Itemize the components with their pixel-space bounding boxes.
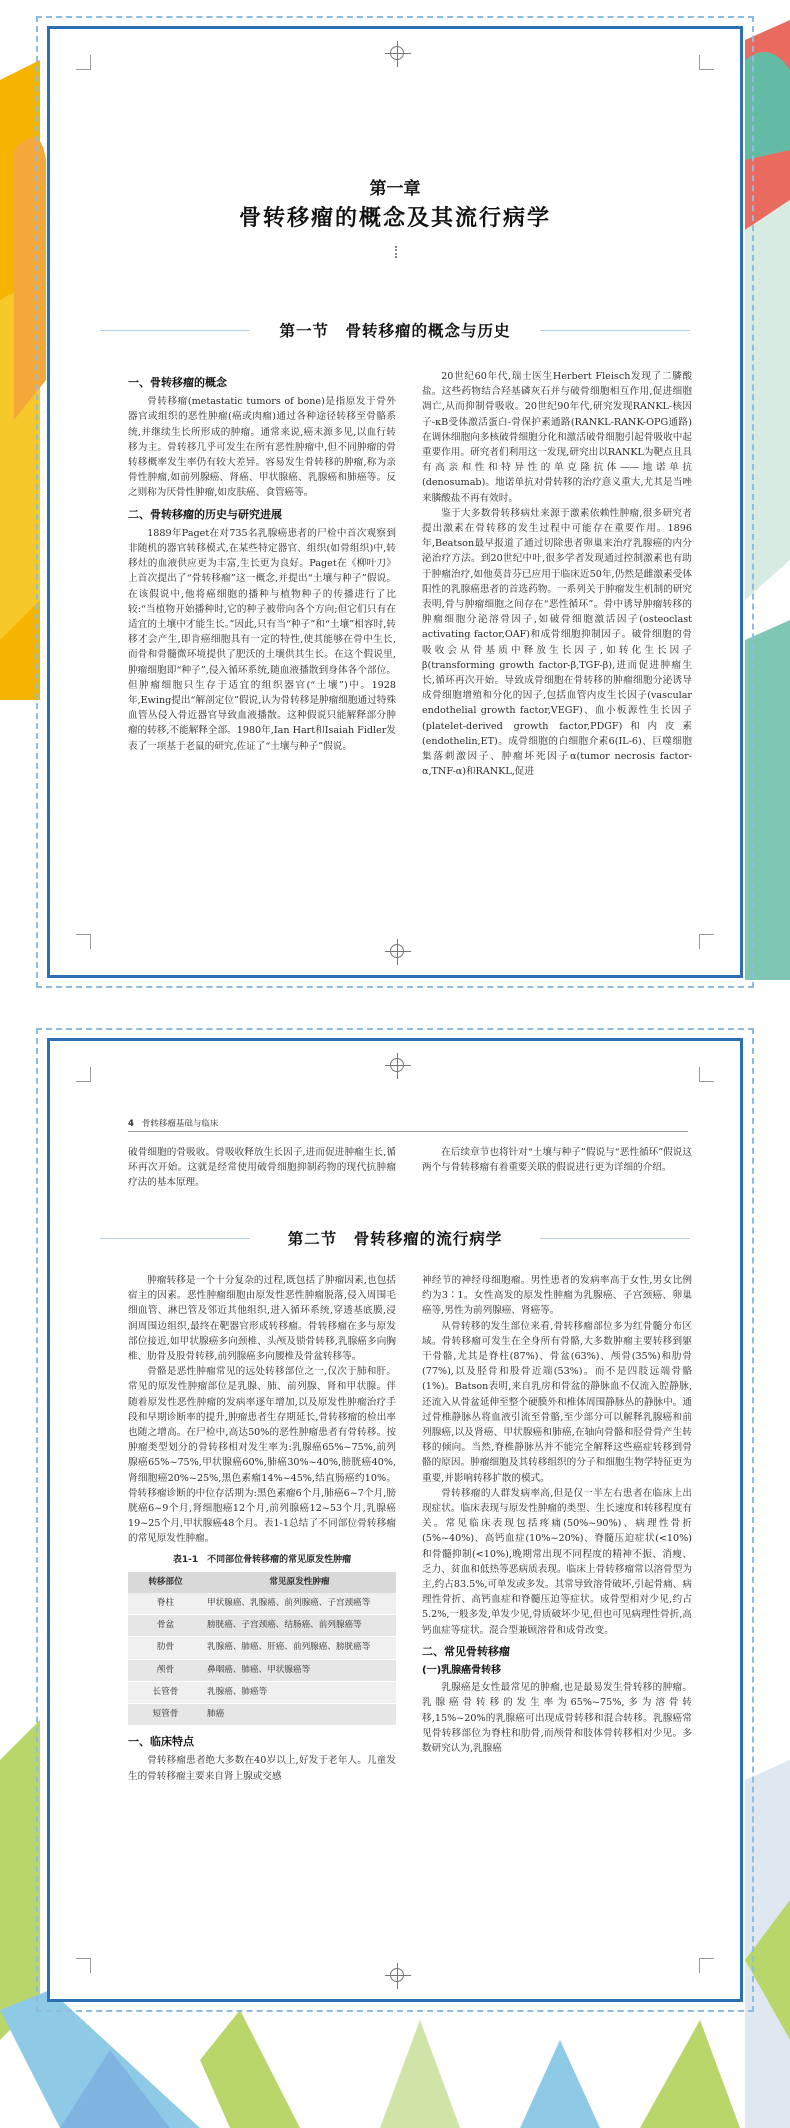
table-row [128, 1704, 396, 1726]
table-cell: 乳腺癌、肺癌等 [203, 1681, 396, 1703]
paragraph: 乳腺癌是女性最常见的肿瘤,也是最易发生骨转移的肿瘤。乳腺癌骨转移的发生率为65%~75%,多为溶骨转移,15%~20%的乳腺癌可出现成骨转移和混合转移。乳腺癌常见骨转移部位为脊柱和肋骨,而颅骨和肢体骨转移相对少见。多数研究认为,乳腺癌 [422, 1682, 692, 1755]
page2-right-column-top [422, 1145, 692, 1175]
registration-mark [385, 1963, 411, 1989]
paragraph: 20世纪60年代,瑞士医生Herbert Fleisch发现了二膦酸盐。这些药物结合羟基磷灰石并与破骨细胞相互作用,促进细胞凋亡,从而抑制骨吸收。20世纪90年代,研究发现RANKL-核因子-κB受体激活蛋白-骨保护素通路(RANKL-RANK-OPG通路)在调休细胞向多核破骨细胞分化和激活破骨细胞引起骨吸收中起重要作用。研究者们利用这一发现,研究出以RANKL为靶点且具有高亲和性和特异性的单克隆抗体——地诺单抗(denosumab)。地诺单抗对骨转移的治疗意义重大,尤其是当唑来膦酸盐不再有效时。 [422, 371, 692, 504]
page-2 [47, 1038, 743, 2002]
table-header: 转移部位 [128, 1572, 203, 1593]
crop-mark [699, 55, 714, 70]
heading: 二、骨转移瘤的历史与研究进展 [128, 507, 282, 521]
subheading: (一)乳腺癌骨转移 [422, 1665, 502, 1677]
paragraph: 骨转移瘤(metastatic tumors of bone)是指原发于骨外器官或组织的恶性肿瘤(癌或肉瘤)通过各种途径转移至骨骼系统,并继续生长所形成的肿瘤。通常来说,癌未源多见,以血行转移为主。骨转移几乎可发生在所有恶性肿瘤中,但不同肿瘤的骨转移概率发生率仍有较大差异。容易发生骨转移的肿瘤,称为亲骨性肿瘤,如前列腺癌、肾癌、甲状腺癌、乳腺癌和肺癌等。反之则称为厌骨性肿瘤,如皮肤癌、食管癌等。 [128, 396, 396, 499]
crop-mark [699, 1067, 714, 1082]
table-cell: 长管骨 [128, 1681, 203, 1703]
chapter-label: 第一章 [369, 179, 421, 199]
running-title: 骨转移瘤基础与临床 [141, 1119, 219, 1129]
chapter-divider-dots [395, 246, 401, 258]
crop-mark [76, 1958, 91, 1973]
table-cell: 膀胱癌、子宫颈癌、结肠癌、前列腺癌等 [203, 1615, 396, 1637]
paragraph: 鉴于大多数骨转移病灶来源于激素依赖性肿瘤,很多研究者提出激素在骨转移的发生过程中可能存在重要作用。1896年,Beatson最早报道了通过切除患者卵巢来治疗乳腺癌的内分泌治疗方法。到20世纪中叶,很多学者发现通过控制激素也有助于肿瘤治疗,如他莫昔芬已应用于临床近50年,仍然是雌激素受体阳性的乳腺癌患者的首选药物。一系列关于肿瘤发生机制的研究表明,骨与肿瘤细胞之间存在“恶性循环”。骨中诱导肿瘤转移的肿瘤细胞分泌溶骨因子,如破骨细胞激活因子(osteoclast activating factor,OAF)和成骨细胞抑制因子。破骨细胞的骨吸收会从骨基质中释放生长因子,如转化生长因子β(transforming growth factor-β,TGF-β),进而促进肿瘤生长,循环再次开始。导致成骨细胞在骨转移的肿瘤细胞分泌诱导成骨细胞增殖和分化的因子,包括血管内皮生长因子(vascular endothelial growth factor,VEGF)、血小板源性生长因子(platelet-derived growth factor,PDGF)和内皮素(endothelin,ET)。成骨细胞的白细胞介素6(IL-6)、巨噬细胞集落刺激因子、肿瘤坏死因子α(tumor necrosis factor-α,TNF-α)和RANKL,促进 [422, 507, 692, 778]
table-cell: 肋骨 [128, 1637, 203, 1659]
registration-mark [385, 41, 411, 67]
table-caption: 表1-1 不同部位骨转移瘤的常见原发性肿瘤 [172, 1554, 352, 1565]
table-header: 常见原发性肿瘤 [203, 1572, 396, 1593]
table-cell: 肺癌 [203, 1704, 396, 1726]
table-cell: 甲状腺癌、乳腺癌、前列腺癌、子宫颈癌等 [203, 1593, 396, 1615]
registration-mark [385, 1053, 411, 1079]
page2-left-column [128, 1273, 396, 1784]
paragraph: 破骨细胞的骨吸收。骨吸收释放生长因子,进而促进肿瘤生长,循环再次开始。这就是经常使用破骨细胞抑制药物的现代抗肿瘤疗法的基本原理。 [128, 1147, 396, 1189]
paragraph: 肿瘤转移是一个十分复杂的过程,既包括了肿瘤因素,也包括宿主的因素。恶性肿瘤细胞由原发性恶性肿瘤脱落,侵入周围毛细血管、淋巴管及邻近其他组织,进入循环系统,穿透基底膜,浸润周围边组织,最终在靶器官形成转移瘤。骨转移瘤在多与原发部位接近,如甲状腺癌多向颈椎、头颅及锁骨转移,乳腺癌多向胸椎、肋骨及股骨转移,前列腺癌多向腰椎及骨盆转移等。 [128, 1275, 396, 1363]
chapter-title: 骨转移瘤的概念及其流行病学 [238, 206, 551, 231]
metastasis-table [128, 1572, 396, 1726]
crop-mark [76, 934, 91, 949]
heading: 一、骨转移瘤的概念 [128, 376, 227, 389]
table-row [128, 1615, 396, 1637]
crop-mark [699, 1958, 714, 1973]
paragraph: 在后续章节也将针对“土壤与种子”假说与“恶性循环”假说这两个与骨转移瘤有着重要关联的假说进行更为详细的介绍。 [422, 1147, 692, 1174]
paragraph: 1889年Paget在对735名乳腺癌患者的尸检中首次观察到非随机的器官转移模式,在某些特定器官、组织(如骨组织)中,转移灶的血液供应更为丰富,生长更为良好。Paget在《柳叶刀》上首次提出了“骨转移瘤”这一概念,并提出“土壤与种子”假说。在该假说中,他将癌细胞的播种与植物种子的传播进行了比较:“当植物开始播种时,它的种子被带向各个方向;但它们只有在适宜的土壤中才能生长。”因此,只有当“种子”和“土壤”相容时,转移才会产生,即肯癌细胞具有一定的特性,使其能够在骨中生长,而骨和骨髓微环境提供了肥沃的土壤供其生长。在这个假说里,肿瘤细胞即“种子”,侵入循环系统,随血液播散到身体各个部位。但肿瘤细胞只生存于适宜的组织器官(“土壤”)中。1928年,Ewing提出“解剖定位”假说,认为骨转移是肿瘤细胞通过特殊血管丛侵入骨近器官导致血液播散。这种假说只能解释部分肿瘤的转移,不能解释全部。1980年,Ian Hart和Isaiah Fidler发表了一项基于老鼠的研究,佐证了“土壤与种子”假说。 [128, 527, 396, 752]
paragraph: 神经节的神经母细胞瘤。男性患者的发病率高于女性,男女比例约为3∶1。女性高发的原发性肿瘤为乳腺癌、子宫颈癌、卵巢癌等,男性为前列腺癌、肾癌等。 [422, 1275, 692, 1317]
crop-mark [699, 934, 714, 949]
crop-mark [76, 1067, 91, 1082]
page2-right-column [422, 1273, 692, 1756]
running-header-rule [128, 1131, 688, 1132]
page2-left-column-top [128, 1145, 396, 1191]
page1-left-column [128, 369, 396, 754]
paragraph: 从骨转移的发生部位来看,骨转移瘤部位多为红骨髓分布区域。骨转移瘤可发生在全身所有骨骼,大多数肿瘤主要转移到躯干骨骼,尤其是脊柱(87%)、骨盆(63%)、颅骨(35%)和肋骨(77%),以及胫骨和股骨近端(53%)。而不是四肢远端骨骼(1%)。Batson表明,来自乳房和骨盆的静脉血不仅流入腔静脉,还流入从骨盆延伸至整个硬膜外和椎体周围静脉丛的静脉中。通过骨椎静脉丛将血液引流至骨骼,至少部分可以解释乳腺癌和前列腺癌,以及肾癌、甲状腺癌和肺癌,在轴向骨骼和胫骨骨产生转移的倾向。当然,脊椎静脉丛并不能完全解释这些癌症转移到骨骼的原因。肿瘤细胞及其转移组织的分子和细胞生物学特征更为重要,并影响转移扩散的模式。 [422, 1320, 692, 1484]
paragraph: 骨转移瘤的人群发病率高,但是仅一半左右患者在临床上出现症状。临床表现与原发性肿瘤的类型、生长速度和转移程度有关。常见临床表现包括疼痛(50%~90%)、病理性骨折(5%~40%)、高钙血症(10%~20%)、脊髓压迫症状(<10%)和骨髓抑制(<10%),晚期常出现不同程度的精神不振、消瘦、乏力、贫血和低热等恶病质表现。临床上骨转移瘤常以溶骨型为主,约占83.5%,可单发或多发。其常导致溶骨破坏,引起骨痛、病理性骨折、高钙血症和脊髓压迫等症状。成骨型相对少见,约占5.2%,一般多发,单发少见,骨质破坏少见,但也可见病理性骨折,高钙血症等症状。混合型兼顾溶骨和成骨改变。 [422, 1487, 692, 1636]
table-row [128, 1681, 396, 1703]
table-cell: 短管骨 [128, 1704, 203, 1726]
crop-mark [76, 55, 91, 70]
paragraph: 骨转移瘤患者绝大多数在40岁以上,好发于老年人。儿童发生的骨转移瘤主要来自肾上腺或交感 [128, 1755, 396, 1782]
section-title: 第二节 骨转移瘤的流行病学 [287, 1230, 503, 1248]
table-cell: 颅骨 [128, 1659, 203, 1681]
table-cell: 乳腺癌、肺癌、肝癌、前列腺癌、膀胱癌等 [203, 1637, 396, 1659]
page-1 [47, 26, 743, 978]
page1-right-column [422, 369, 692, 779]
paragraph: 骨骼是恶性肿瘤常见的远处转移部位之一,仅次于肺和肝。常见的原发性肿瘤部位是乳腺、肺、前列腺、肾和甲状腺。伴随着原发性恶性肿瘤的发病率逐年增加,以及原发性肿瘤治疗手段和早期诊断率的提升,肿瘤患者生存期延长,骨转移瘤的检出率也随之增高。在尸检中,高达50%的恶性肿瘤患者有骨转移。按肿瘤类型划分的骨转移相对发生率为:乳腺癌65%~75%,前列腺癌65%~75%,甲状腺癌60%,肺癌30%~40%,膀胱癌40%,肾细胞癌20%~25%,黑色素瘤14%~45%,结直肠癌约10%。骨转移瘤诊断的中位存活期为:黑色素瘤6个月,肺癌6~7个月,膀胱癌6~9个月,肾细胞癌12个月,前列腺癌12~53个月,乳腺癌19~25个月,甲状腺癌48个月。表1-1总结了不同部位骨转移瘤的常见原发性肿瘤。 [128, 1366, 396, 1545]
table-cell: 脊柱 [128, 1593, 203, 1615]
section-title: 第一节 骨转移瘤的概念与历史 [279, 322, 511, 340]
table-row [128, 1659, 396, 1681]
registration-mark [385, 939, 411, 965]
heading: 一、临床特点 [128, 1735, 194, 1749]
running-header [128, 1117, 218, 1129]
table-cell: 骨盆 [128, 1615, 203, 1637]
heading: 二、常见骨转移瘤 [422, 1644, 510, 1658]
page-number: 4 [128, 1119, 134, 1129]
table-row [128, 1637, 396, 1659]
table-cell: 鼻咽癌、肺癌、甲状腺癌等 [203, 1659, 396, 1681]
table-row [128, 1593, 396, 1615]
